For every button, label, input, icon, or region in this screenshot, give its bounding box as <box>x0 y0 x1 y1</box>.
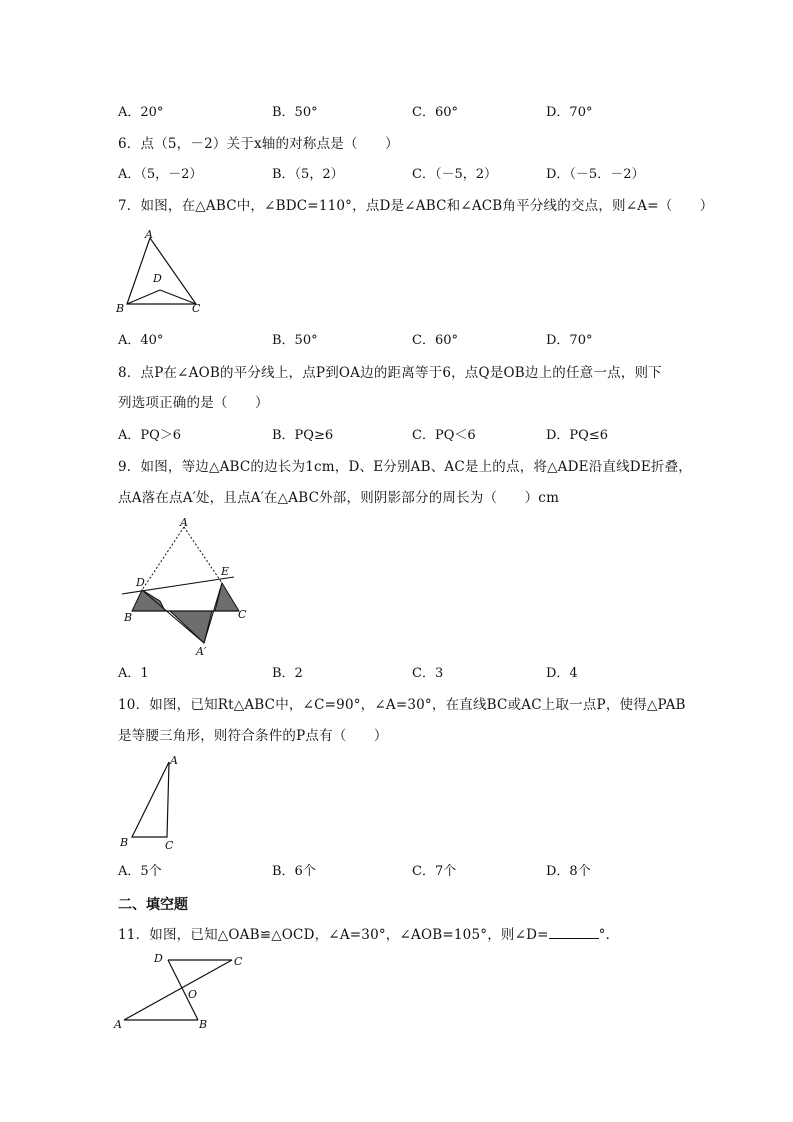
q10-option-b: B．6个 <box>272 864 316 879</box>
q11-stem-before: 11．如图，已知△OAB≌△OCD，∠A=30°，∠AOB=105°，则∠D= <box>118 927 549 943</box>
q11-answer-blank <box>549 926 599 939</box>
q11-stem-after: °． <box>598 927 620 943</box>
q10-right-triangle-figure <box>112 752 192 852</box>
q7-option-a: A．40° <box>118 333 164 348</box>
q7-option-b: B．50° <box>272 333 318 348</box>
q8-option-b: B．PQ≥6 <box>272 428 334 443</box>
q9-label-a-prime: A′ <box>196 645 207 658</box>
q10-stem-line1: 10．如图，已知Rt△ABC中，∠C=90°，∠A=30°，在直线BC或AC上取一点P，使得△PAB <box>118 697 686 713</box>
q6-option-d: D．（－5．－2） <box>546 167 645 182</box>
q11-stem <box>118 926 619 944</box>
q7-triangle-abc <box>127 238 196 304</box>
q9-dotted-ae <box>184 527 222 583</box>
q10-option-c: C．7个 <box>412 864 457 879</box>
q9-stem-line1: 9．如图，等边△ABC的边长为1cm，D、E分别AB、AC是上的点，将△ADE沿直线DE折叠， <box>118 459 692 475</box>
q6-option-c: C．（－5，2） <box>412 167 497 182</box>
q7-label-a: A <box>145 228 153 241</box>
q7-label-c: C <box>192 302 201 315</box>
q7-triangle-figure <box>112 228 212 318</box>
q9-label-b: B <box>124 611 133 624</box>
q9-shaded-left <box>132 590 165 611</box>
q10-label-b: B <box>120 836 129 849</box>
q9-fold-figure <box>112 515 262 660</box>
q5-option-c: C．60° <box>412 105 458 120</box>
q9-option-d: D．4 <box>546 666 578 681</box>
q8-option-d: D．PQ≤6 <box>546 428 608 443</box>
q7-segment-bd <box>127 290 160 304</box>
q11-label-c: C <box>234 955 243 968</box>
q9-option-c: C．3 <box>412 666 444 681</box>
q10-label-a: A <box>170 754 178 767</box>
q6-option-b: B．（5，2） <box>272 167 344 182</box>
q8-stem-line1: 8．点P在∠AOB的平分线上，点P到OA边的距离等于6，点Q是OB边上的任意一点，则下 <box>118 365 662 381</box>
section-title-fill-in: 二、填空题 <box>118 897 188 913</box>
q11-label-b: B <box>199 1018 208 1031</box>
q9-shaded-right <box>215 583 239 611</box>
q9-option-b: B．2 <box>272 666 303 681</box>
q10-option-a: A．5个 <box>118 864 162 879</box>
q7-label-d: D <box>153 272 162 285</box>
q10-option-d: D．8个 <box>546 864 591 879</box>
q11-segment-ac <box>124 960 232 1020</box>
q9-label-e: E <box>221 565 230 578</box>
q9-label-a: A <box>180 516 188 529</box>
q9-label-c: C <box>238 608 247 621</box>
q9-stem-line2: 点A落在点A′处，且点A′在△ABC外部，则阴影部分的周长为（ ）cm <box>118 490 560 506</box>
q11-label-o: O <box>188 988 198 1001</box>
q7-option-d: D．70° <box>546 333 593 348</box>
q5-option-d: D．70° <box>546 105 593 120</box>
q8-option-a: A．PQ＞6 <box>118 428 182 443</box>
q10-label-c: C <box>165 839 174 852</box>
q7-label-b: B <box>116 302 125 315</box>
q11-congruent-figure <box>112 948 252 1033</box>
q7-option-c: C．60° <box>412 333 458 348</box>
q9-label-d: D <box>136 576 145 589</box>
q5-option-b: B．50° <box>272 105 318 120</box>
q5-option-a: A．20° <box>118 105 164 120</box>
q10-stem-line2: 是等腰三角形，则符合条件的P点有（ ） <box>118 728 388 744</box>
q7-stem: 7．如图，在△ABC中，∠BDC=110°，点D是∠ABC和∠ACB角平分线的交点，则∠A=（ ） <box>118 198 714 214</box>
q9-option-a: A．1 <box>118 666 149 681</box>
q6-option-a: A．（5，－2） <box>118 167 203 182</box>
q11-label-d: D <box>154 952 163 965</box>
q8-stem-line2: 列选项正确的是（ ） <box>118 395 269 411</box>
q9-dotted-ad <box>142 527 184 590</box>
q11-label-a: A <box>114 1018 122 1031</box>
q6-stem: 6．点（5，－2）关于x轴的对称点是（ ） <box>118 136 399 152</box>
q8-option-c: C．PQ＜6 <box>412 428 476 443</box>
q10-triangle-abc <box>132 762 169 837</box>
